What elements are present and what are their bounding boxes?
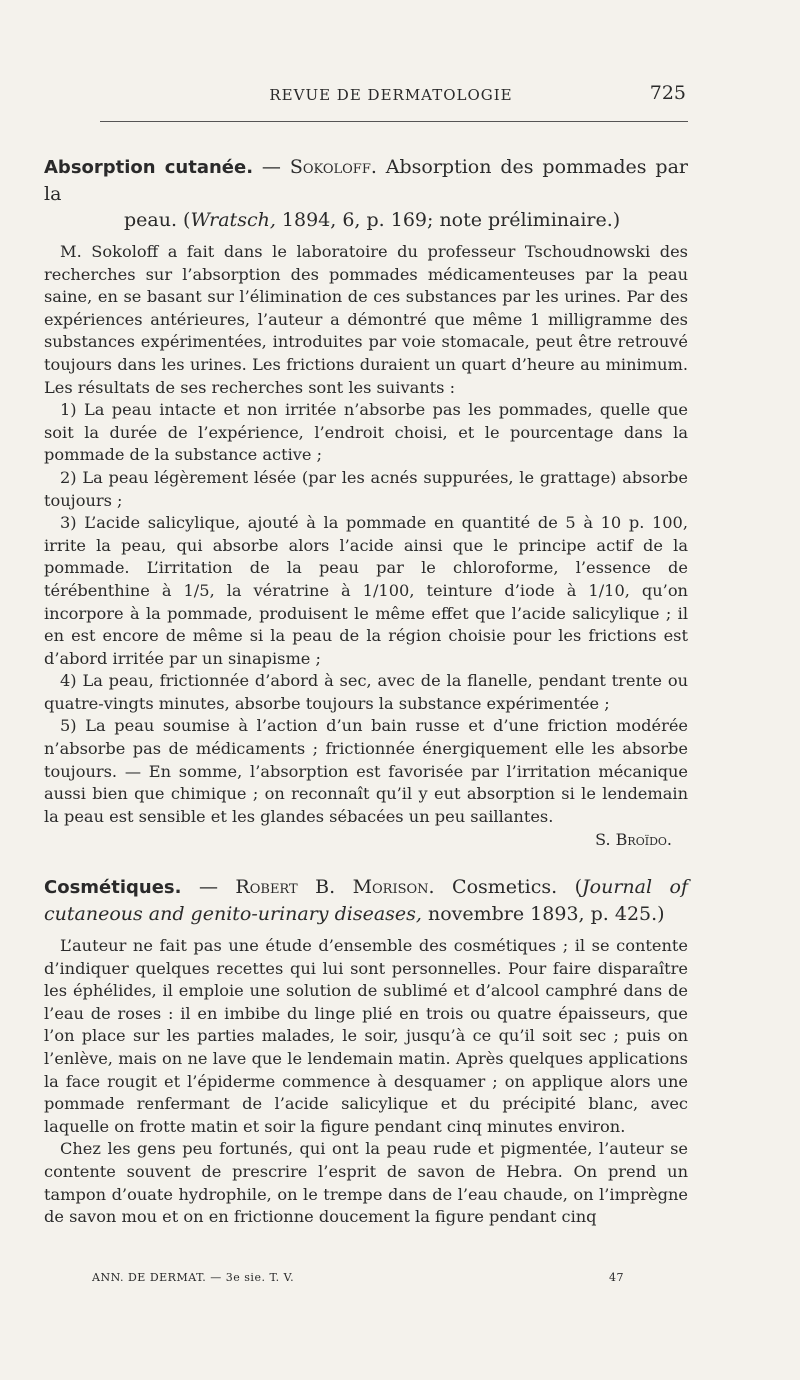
article-cosmetiques xyxy=(44,874,688,1229)
article-source: Wratsch, xyxy=(190,209,276,231)
title-text: . Cosmetics. ( xyxy=(428,876,583,898)
paragraph: M. Sokoloff a fait dans le laboratoire du professeur Tschoudnowski des recherches sur l’absorption des pommades médicamenteuses par la peau saine, en se basant sur l’élimination de ces substances par les urines. Par des expériences antérieures, l’auteur a démontré que même 1 milligramme des substances expérimentées, introduites par voie stomacale, peut être retrouvé toujours dans les urines. Les frictions duraient un quart d’heure au minimum. Les résultats de ses recherches sont les suivants : xyxy=(44,242,688,397)
signature-mark: 47 xyxy=(609,1271,624,1284)
page-number: 725 xyxy=(649,82,686,104)
paragraph: 2) La peau légèrement lésée (par les acnés suppurées, le grattage) absorbe toujours ; xyxy=(44,467,688,510)
article-source: Journal of cutaneous and genito-urinary diseases, xyxy=(44,876,688,925)
article-title xyxy=(44,154,688,233)
title-citation: novembre 1893, p. 425.) xyxy=(421,903,665,925)
paragraph: L’auteur ne fait pas une étude d’ensemble des cosmétiques ; il se contente d’indiquer quelques recettes qui lui sont personnelles. Pour faire disparaître les éphélides, il emploie une solution de sublimé et d’alcool camphré dans de l’eau de roses : il en imbibe du linge plié en trois ou quatre épaisseurs, que l’on place sur les parties malades, le soir, jusqu’à ce qu’il soit sec ; puis on l’enlève, mais on ne lave que le lendemain matin. Après quelques applications la face rougit et l’épiderme commence à desquamer ; on applique alors une pommade renfermant de l’acide salicylique et du précipité blanc, avec laquelle on frotte matin et soir la figure pendant cinq minutes environ. xyxy=(44,936,688,1136)
article-author: Sokoloff xyxy=(289,156,371,178)
article-absorption xyxy=(44,154,688,852)
article-heading: Cosmétiques. xyxy=(44,877,182,898)
article-author: Robert B. Morison xyxy=(235,876,429,898)
page-footer xyxy=(92,1271,632,1291)
article-title xyxy=(44,874,688,927)
title-continuation: peau. ( xyxy=(124,209,191,231)
article-heading: Absorption cutanée. xyxy=(44,157,254,178)
paragraph: Chez les gens peu fortunés, qui ont la peau rude et pigmentée, l’auteur se contente souvent de prescrire l’esprit de savon de Hebra. On prend un tampon d’ouate hydrophile, on le trempe dans de l’eau chaude, on l’imprègne de savon mou et on en frictionne doucement la figure pendant cinq xyxy=(44,1139,688,1227)
title-dash: — xyxy=(181,876,236,898)
title-text: . Absorption des pommades par la xyxy=(44,156,688,205)
footer-journal-ref: ANN. DE DERMAT. — 3e sie. T. V. xyxy=(92,1271,295,1284)
reviewer-signature: S. Broïdo. xyxy=(595,830,672,850)
paragraph: 3) L’acide salicylique, ajouté à la pommade en quantité de 5 à 10 p. 100, irrite la peau, qui absorbe alors l’acide ainsi que le principe actif de la pommade. L’irritation de la peau par le chloroforme, l’essence de térébenthine à 1/5, la vératrine à 1/100, teinture d’iode à 1/10, qu’on incorpore à la pommade, produisent le même effet que l’acide salicylique ; il en est encore de même si la peau de la région choisie pour les frictions est d’abord irritée par un sinapisme ; xyxy=(44,513,688,668)
paragraph: 1) La peau intacte et non irritée n’absorbe pas les pommades, quelle que soit la durée de l’expérience, l’endroit choisi, et le pourcentage dans la pommade de la substance active ; xyxy=(44,400,688,465)
paragraph: 5) La peau soumise à l’action d’un bain russe et d’une friction modérée n’absorbe pas de médicaments ; frictionnée énergiquement elle les absorbe toujours. — En somme, l’absorption est favorisée par l’irritation mécanique aussi bien que chimique ; on reconnaît qu’il y eut absorption si le lendemain la peau est sensible et les glandes sébacées un peu saillantes. xyxy=(44,716,688,826)
paragraph: 4) La peau, frictionnée d’abord à sec, avec de la flanelle, pendant trente ou quatre-vingts minutes, absorbe toujours la substance expérimentée ; xyxy=(44,671,688,713)
running-title: REVUE DE DERMATOLOGIE xyxy=(269,86,513,104)
header-rule xyxy=(100,121,688,122)
title-citation: 1894, 6, p. 169; note préliminaire.) xyxy=(275,209,621,231)
page-header xyxy=(96,82,686,112)
title-dash: — xyxy=(253,156,290,178)
